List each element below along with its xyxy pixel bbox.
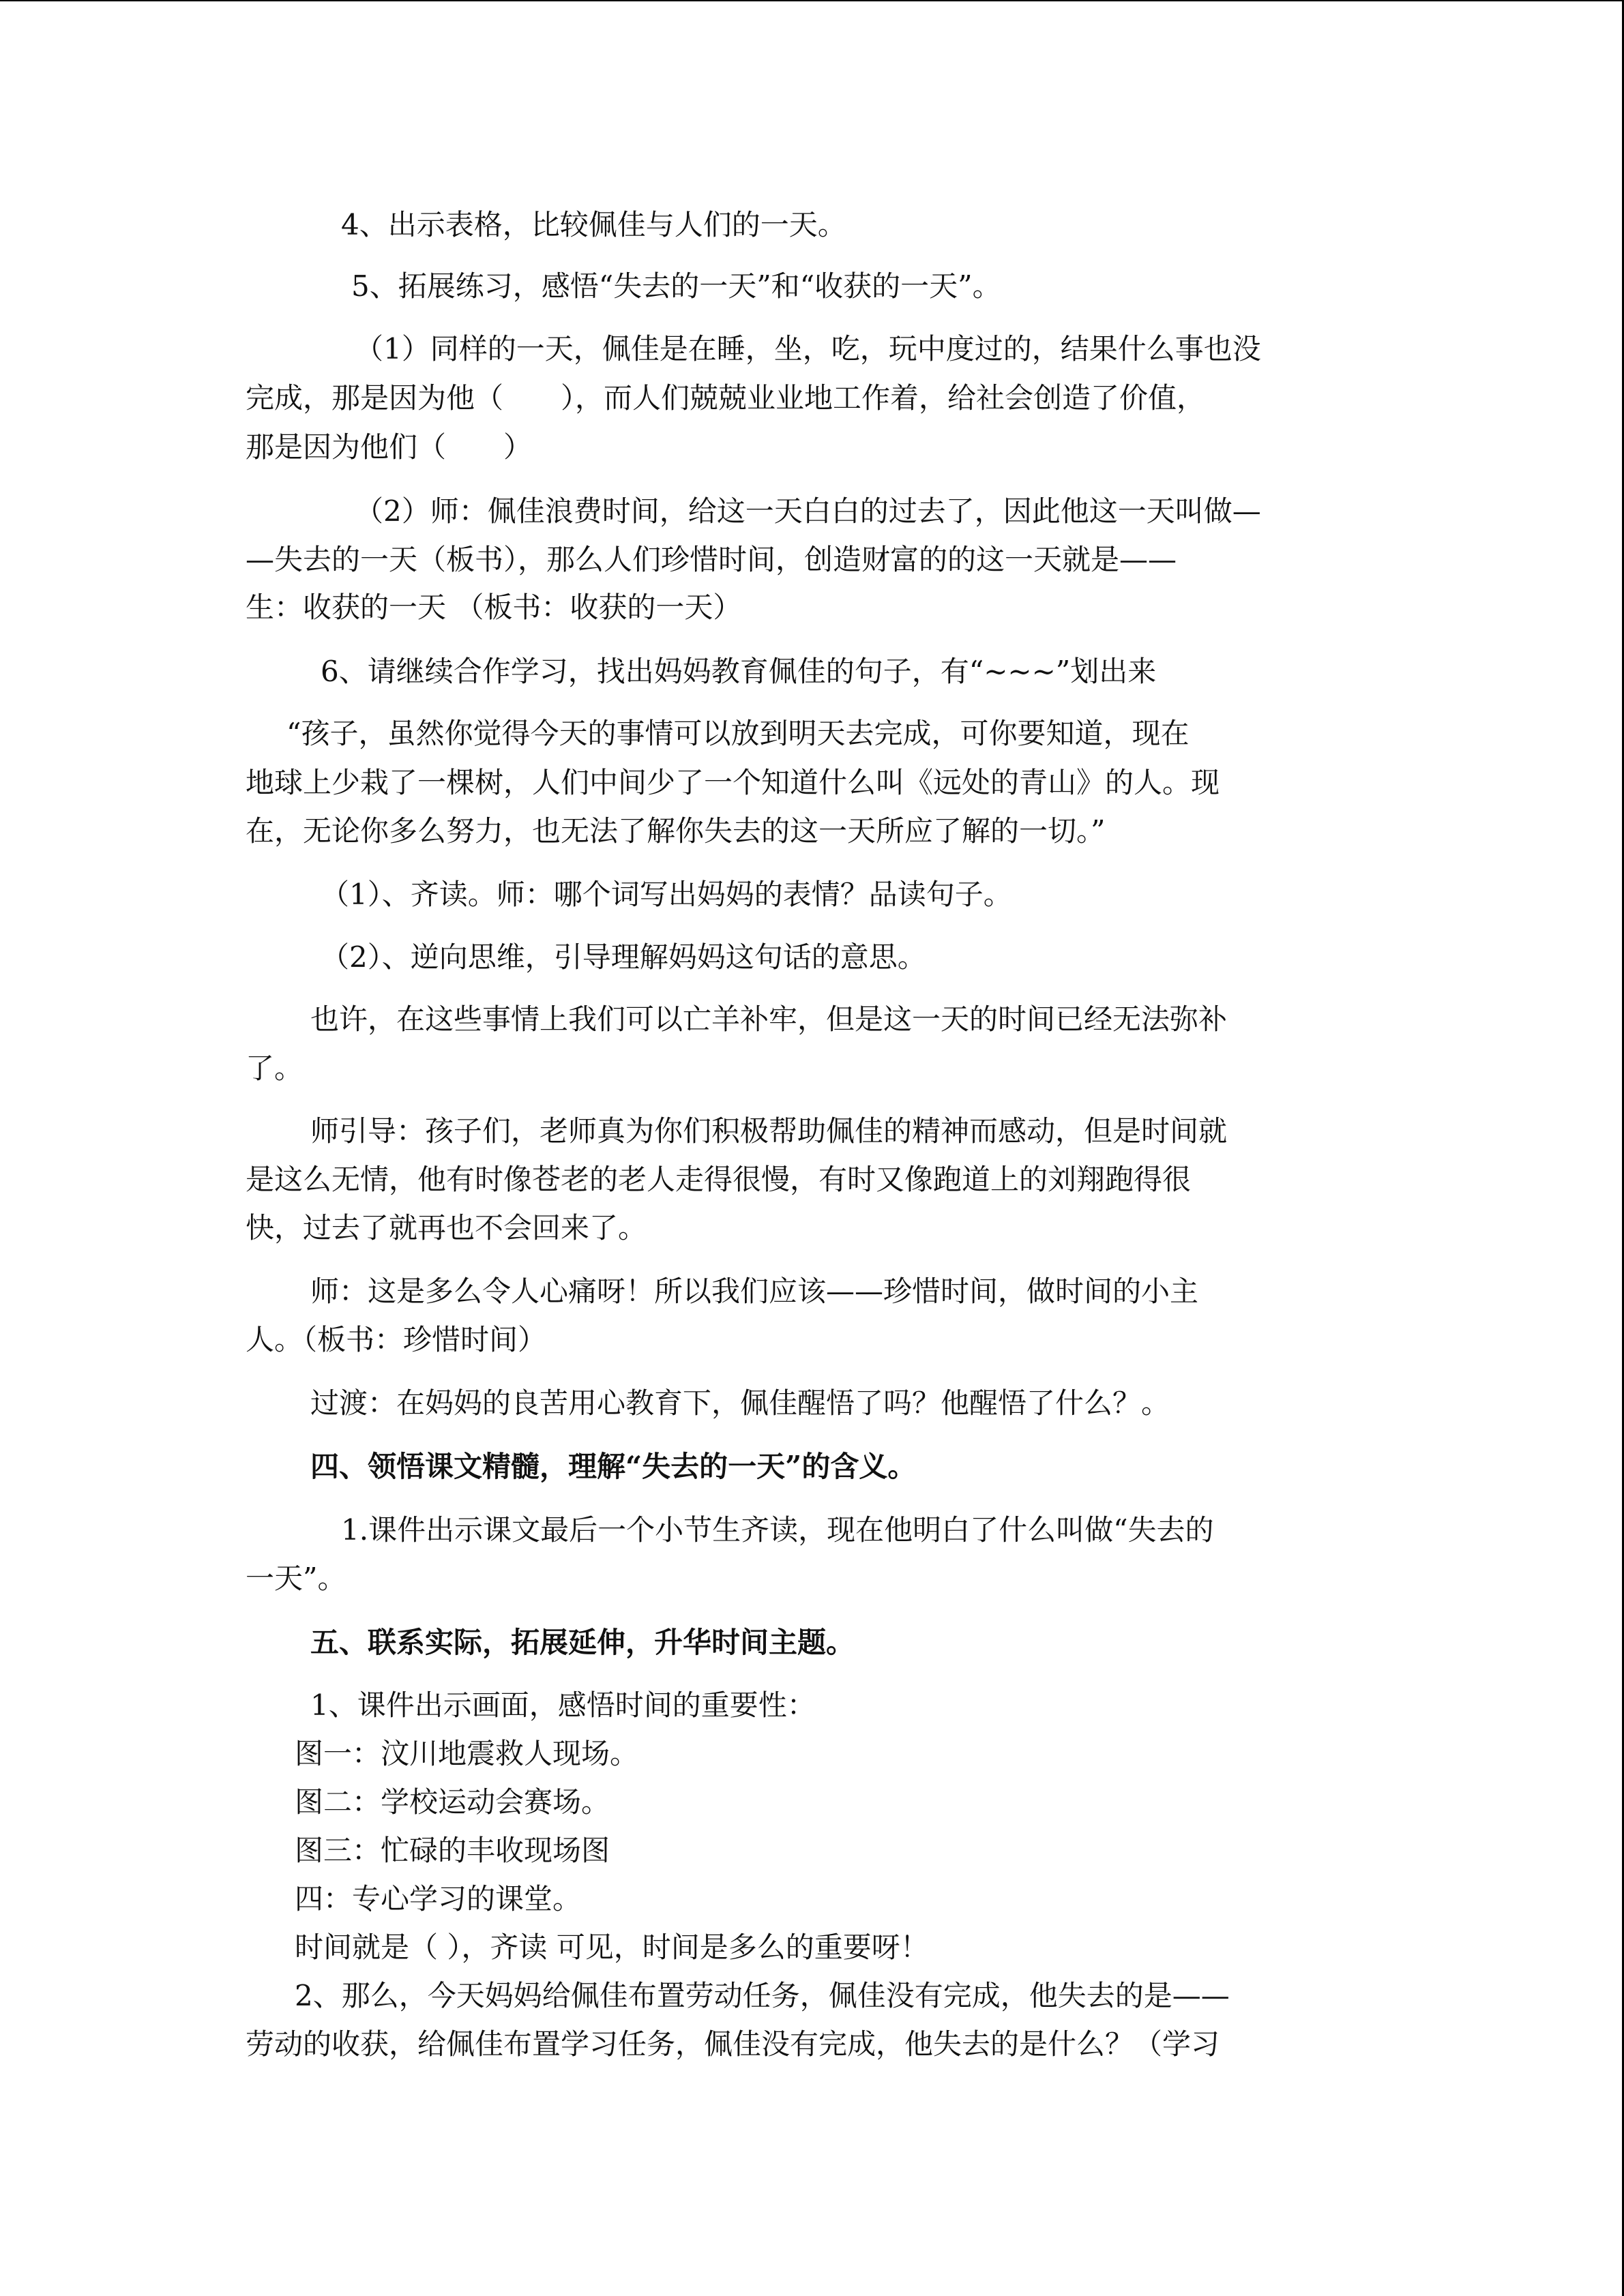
paragraph-line: （2）、逆向思维，引导理解妈妈这句话的意思。 xyxy=(321,940,926,974)
paragraph-line: 了。 xyxy=(246,1052,304,1085)
paragraph-line: 5、拓展练习，感悟“失去的一天”和“收获的一天”。 xyxy=(351,269,1001,303)
paragraph-line: 那是因为他们（ ） xyxy=(246,430,533,464)
paragraph-line: 6、请继续合作学习，找出妈妈教育佩佳的句子，有“~~~”划出来 xyxy=(321,655,1157,688)
paragraph-line: 1.课件出示课文最后一个小节生齐读，现在他明白了什么叫做“失去的 xyxy=(341,1513,1214,1547)
paragraph-line: 快，过去了就再也不会回来了。 xyxy=(246,1211,647,1244)
paragraph-line: 一天”。 xyxy=(246,1562,346,1595)
paragraph-line: 劳动的收获，给佩佳布置学习任务，佩佳没有完成，他失去的是什么？（学习 xyxy=(246,2027,1220,2061)
list-item: 图三：忙碌的丰收现场图 xyxy=(295,1834,610,1867)
page-border-top xyxy=(0,0,1624,1)
paragraph-line: 地球上少栽了一棵树，人们中间少了一个知道什么叫《远处的青山》的人。现 xyxy=(246,766,1220,799)
paragraph-line: 1、课件出示画面，感悟时间的重要性： xyxy=(310,1688,816,1722)
paragraph-line: “孩子，虽然你觉得今天的事情可以放到明天去完成，可你要知道，现在 xyxy=(286,717,1190,750)
paragraph-line: 时间就是（ ），齐读 可见，时间是多么的重要呀！ xyxy=(295,1930,929,1964)
paragraph-line: 完成，那是因为他（ ），而人们兢兢业业地工作着，给社会创造了价值， xyxy=(246,381,1206,415)
paragraph-line: 人。（板书：珍惜时间） xyxy=(246,1323,547,1356)
paragraph-line: 也许，在这些事情上我们可以亡羊补牢，但是这一天的时间已经无法弥补 xyxy=(310,1002,1228,1036)
paragraph-line: （2）师：佩佳浪费时间，给这一天白白的过去了，因此他这一天叫做— xyxy=(355,494,1261,528)
paragraph-line: 师引导：孩子们，老师真为你们积极帮助佩佳的精神而感动，但是时间就 xyxy=(310,1114,1228,1148)
paragraph-line: 生：收获的一天 （板书：收获的一天） xyxy=(246,591,742,624)
paragraph-line: （1）、齐读。师：哪个词写出妈妈的表情？品读句子。 xyxy=(321,878,1012,911)
paragraph-line: 过渡：在妈妈的良苦用心教育下，佩佳醒悟了吗？他醒悟了什么？。 xyxy=(310,1386,1170,1420)
paragraph-line: （1）同样的一天，佩佳是在睡，坐，吃，玩中度过的，结果什么事也没 xyxy=(355,332,1261,366)
section-heading: 四、领悟课文精髓，理解“失去的一天”的含义。 xyxy=(310,1450,917,1483)
paragraph-line: 在，无论你多么努力，也无法了解你失去的这一天所应了解的一切。” xyxy=(246,814,1106,848)
section-heading: 五、联系实际，拓展延伸，升华时间主题。 xyxy=(310,1626,855,1659)
paragraph-line: 是这么无情，他有时像苍老的老人走得很慢，有时又像跑道上的刘翔跑得很 xyxy=(246,1163,1192,1196)
paragraph-line: 4、出示表格，比较佩佳与人们的一天。 xyxy=(341,208,846,241)
list-item: 图二：学校运动会赛场。 xyxy=(295,1785,610,1819)
list-item: 图一：汶川地震救人现场。 xyxy=(295,1737,639,1770)
paragraph-line: 师：这是多么令人心痛呀！所以我们应该——珍惜时间，做时间的小主 xyxy=(310,1274,1199,1308)
list-item: 四：专心学习的课堂。 xyxy=(295,1882,582,1915)
paragraph-line: 2、那么，今天妈妈给佩佳布置劳动任务，佩佳没有完成，他失去的是—— xyxy=(295,1979,1230,2012)
paragraph-line: —失去的一天（板书），那么人们珍惜时间，创造财富的的这一天就是—— xyxy=(246,543,1177,576)
